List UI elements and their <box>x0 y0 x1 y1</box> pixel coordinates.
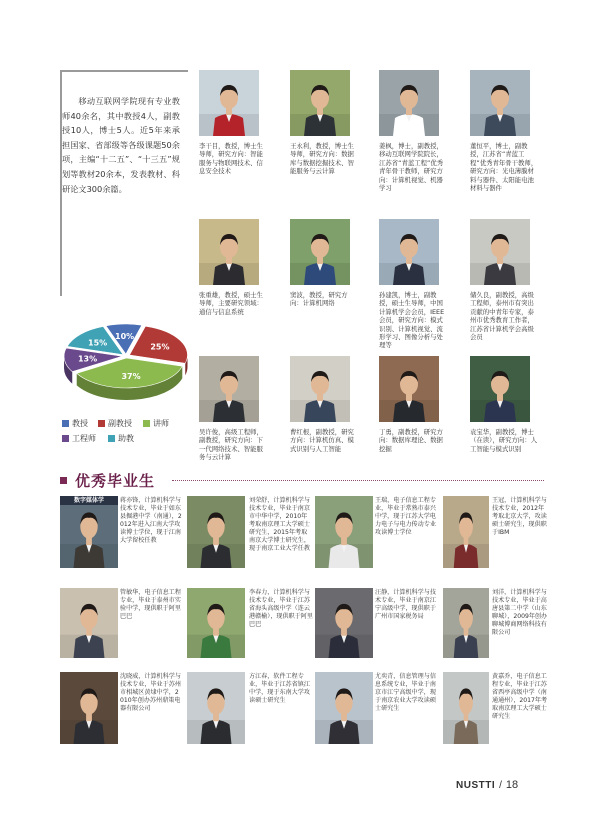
legend-swatch <box>98 420 105 427</box>
graduate-photo <box>60 496 118 568</box>
graduate-caption: 汪静，计算机科学与技术专业，毕业于南京江宁高级中学，现供职于广州市国家税务局 <box>375 589 436 620</box>
legend-swatch <box>62 435 69 442</box>
graduates-section-header <box>60 470 155 491</box>
faculty-title-pie-chart <box>60 316 192 412</box>
graduate-caption: 刘荣舒，计算机科学与技术专业，毕业于南京市中华中学，2010年考取南京理工大学硕士研究生，2015年考取南京大学博士研究生，现于南京工业大学任教 <box>249 497 310 552</box>
legend-item-associate-professor <box>98 418 132 429</box>
faculty-caption: 吴许俊，高级工程师，副教授，研究方向：下一代网络技术、智能服务与云计算 <box>199 428 263 462</box>
faculty-caption: 张重雄，教授，硕士生导师，主要研究领域：通信与信息系统 <box>199 291 263 316</box>
graduate-photo <box>187 672 245 744</box>
graduate-caption: 黄嘉乔，电子信息工程专业，毕业于江苏省西亭高级中学（南通通州），2017年考取南京理工大学硕士研究生 <box>492 673 548 720</box>
graduate-photo <box>315 588 373 658</box>
legend-item-assistant <box>108 433 134 444</box>
faculty-photo <box>379 356 439 422</box>
legend-label: 工程师 <box>72 434 96 443</box>
faculty-photo <box>290 356 350 422</box>
graduate-photo <box>315 496 373 568</box>
faculty-photo <box>379 219 439 285</box>
faculty-caption: 袁宝华，副教授，博士（在读），研究方向：人工智能与模式识别 <box>470 428 538 453</box>
graduate-photo <box>60 588 118 658</box>
graduate-photo <box>187 496 245 568</box>
graduate-caption: 尤奕青，信息管理与信息系统专业，毕业于南京市江宁高级中学，现于南京农业大学攻读硕士研究生 <box>375 673 436 712</box>
photo-banner-text: 数字媒体学 <box>60 496 118 505</box>
footer-brand: NUSTTI <box>456 780 496 791</box>
faculty-photo <box>470 219 530 285</box>
graduate-photo <box>187 588 245 658</box>
section-title: 优秀毕业生 <box>75 472 156 490</box>
graduate-caption: 管敏华，电子信息工程专业，毕业于泰州市实验中学，现供职于阿里巴巴 <box>120 589 181 620</box>
pie-value-label: 10% <box>115 332 135 342</box>
pie-value-label: 25% <box>150 342 170 352</box>
legend-item-professor <box>62 418 88 429</box>
faculty-caption: 曹红根，副教授，研究方向：计算机仿真、模式识别与人工智能 <box>290 428 354 453</box>
faculty-caption: 王永利，教授，博士生导师，研究方向：数据库与数据挖掘技术、智能服务与云计算 <box>290 142 354 176</box>
legend-label: 副教授 <box>108 419 132 428</box>
faculty-caption: 董恒平，博士，副教授，江苏省“青蓝工程”优秀青年骨干教师，研究方向：光电薄膜材料与器件、太阳能电池材料与器件 <box>470 142 538 193</box>
faculty-photo <box>290 219 350 285</box>
graduate-photo <box>443 672 489 744</box>
pie-value-label: 15% <box>88 338 108 348</box>
legend-label: 助教 <box>118 434 134 443</box>
legend-item-engineer <box>62 433 96 444</box>
section-divider <box>172 480 544 481</box>
page-footer <box>456 779 518 791</box>
page-number: 18 <box>505 779 519 791</box>
faculty-photo <box>470 356 530 422</box>
intro-paragraph: 移动互联网学院现有专业教师40余名，其中教授4人，副教授10人，博士5人。近5年来承担国家、省部级等各级课题50余项，主编“十二五”、“十三五”规划等教材20余本，发表教材、科研论文300余篇。 <box>62 96 180 194</box>
legend-item-lecturer <box>143 418 169 429</box>
graduate-photo <box>443 496 489 568</box>
faculty-photo <box>379 70 439 136</box>
section-marker-icon <box>60 477 67 484</box>
graduate-photo <box>315 672 373 744</box>
faculty-photo <box>199 70 259 136</box>
faculty-photo <box>290 70 350 136</box>
faculty-caption: 储久良，副教授，高级工程师，泰州市有突出贡献的中青年专家，泰州市优秀教育工作者，江苏省计算机学会高级会员 <box>470 291 534 342</box>
faculty-photo <box>199 219 259 285</box>
faculty-caption: 姜枫，博士，副教授，移动互联网学院院长，江苏省“青蓝工程”优秀青年骨干教师，研究方向：计算机视觉、机器学习 <box>379 142 444 193</box>
graduate-caption: 沈晓威，计算机科学与技术专业，毕业于苏州市相城区黄埭中学，2010年创办苏州鼎策电器有限公司 <box>120 673 181 712</box>
graduate-caption: 方江春，软件工程专业，毕业于江苏省镇江中学，现于东南大学攻读硕士研究生 <box>249 673 310 704</box>
graduate-photo <box>443 588 489 658</box>
graduate-caption: 李春力，计算机科学与技术专业，毕业于江苏省海头高级中学（连云港赣榆），现供职于阿里巴巴 <box>249 589 313 628</box>
legend-swatch <box>143 420 150 427</box>
faculty-caption: 李干目，教授，博士生导师，研究方向：智能服务与物联网技术、信息安全技术 <box>199 142 263 176</box>
faculty-photo <box>199 356 259 422</box>
legend-swatch <box>108 435 115 442</box>
graduate-caption: 蒋亦锋，计算机科学与技术专业，毕业于如东县掘港中学（南通），2012年进入江南大学攻读博士学位，现于江南大学留校任教 <box>120 497 182 544</box>
faculty-caption: 窦波，教授，研究方向：计算机网络 <box>290 291 348 308</box>
faculty-photo <box>470 70 530 136</box>
faculty-caption: 孙建凯，博士，副教授，硕士生导师，中国计算机学会会员，IEEE会员，研究方向：模式识别、计算机视觉、流形学习、图像分析与处理等 <box>379 291 445 350</box>
legend-label: 教授 <box>72 419 88 428</box>
legend-label: 讲师 <box>153 419 169 428</box>
intro-text <box>62 94 180 270</box>
graduate-caption: 刘洋，计算机科学与技术专业，毕业于高唐县第二中学（山东聊城），2009年创办聊城博商网络科技有限公司 <box>492 589 548 636</box>
graduate-caption: 王瑞，电子信息工程专业，毕业于常熟市泰兴中学，现于江苏大学电力电子与电力传动专业攻读博士学位 <box>375 497 436 536</box>
legend-swatch <box>62 420 69 427</box>
pie-value-label: 13% <box>77 354 98 364</box>
faculty-caption: 丁勇，副教授，研究方向：数据库理论、数据挖掘 <box>379 428 443 453</box>
graduate-caption: 王冠，计算机科学与技术专业，2012年考取北京大学，攻读硕士研究生，现供职于IBM <box>492 497 547 536</box>
pie-value-label: 37% <box>121 371 141 381</box>
footer-separator: / <box>499 780 502 791</box>
graduate-photo <box>60 672 118 744</box>
